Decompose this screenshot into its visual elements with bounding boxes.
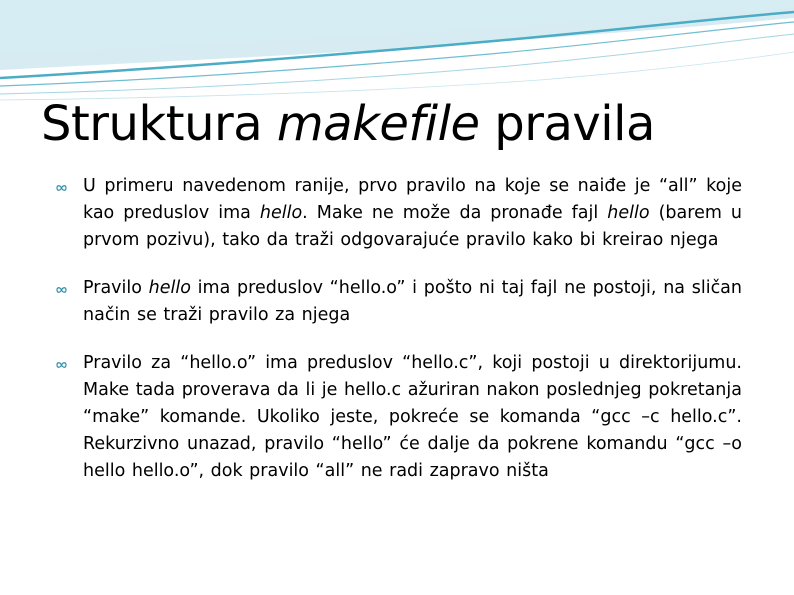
bullet-item-3 <box>56 350 742 485</box>
bullet-item-1 <box>56 173 742 254</box>
bullet-1-text-1: U primeru navedenom ranije, prvo pravilo na koje se naiđe je “all” koje kao preduslov ima <box>83 176 742 223</box>
bullet-2-text-2: ima preduslov “hello.o” i pošto ni taj fajl ne postoji, na sličan način se traži pravilo za njega <box>83 278 742 325</box>
bullet-2-emphasis-1: hello <box>148 278 191 298</box>
bullet-1-text-2: . Make ne može da pronađe fajl <box>302 203 608 223</box>
bullet-1-emphasis-2: hello <box>607 203 650 223</box>
title-text-1: Struktura <box>41 96 277 152</box>
bullet-1-text-3: (barem u prvom pozivu), tako da traži odgovarajuće pravilo kako bi kreirao njega <box>83 203 742 250</box>
infinity-bullet-icon <box>56 286 67 294</box>
title-text-2: pravila <box>479 96 655 152</box>
bullet-3-text-1: Pravilo za “hello.o” ima preduslov “hello.c”, koji postoji u direktorijumu. Make tada proverava da li je hello.c ažuriran nakon poslednjeg pokretanja “make” komande. Ukoliko jeste, pokreće se komanda “gcc –c hello.c”. Rekurzivno unazad, pravilo “hello” će dalje da pokrene komandu “gcc –o hello hello.o”, dok pravilo “all” ne radi zapravo ništa <box>83 353 742 481</box>
bullet-1-emphasis-1: hello <box>259 203 303 223</box>
infinity-bullet-icon <box>56 361 67 369</box>
bullet-list <box>56 173 742 485</box>
bullet-2-text-1: Pravilo <box>83 278 149 298</box>
title-emphasis: makefile <box>276 96 480 152</box>
slide-title <box>41 94 655 154</box>
bullet-item-2 <box>56 275 742 329</box>
infinity-bullet-icon <box>56 184 67 192</box>
